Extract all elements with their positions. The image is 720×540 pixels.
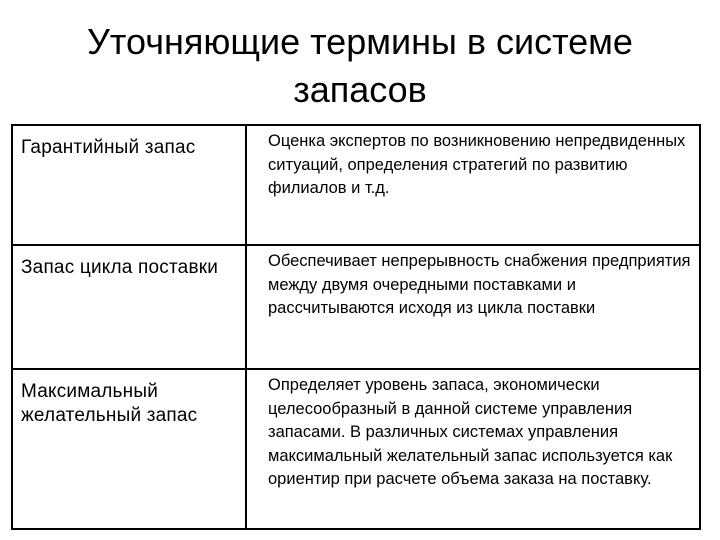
table-row	[12, 125, 700, 245]
slide-title-line-2: запасов	[293, 69, 427, 110]
term-cell: Гарантийный запас	[12, 125, 246, 245]
definition-cell: Определяет уровень запаса, экономически целесообразный в данной системе управления запасами. В различных системах управления максимальный желательный запас используется как ориентир при расчете объема заказа на поставку.	[246, 369, 700, 529]
term-cell: Запас цикла поставки	[12, 245, 246, 369]
definition-cell: Оценка экспертов по возникновению непредвиденных ситуаций, определения стратегий по развитию филиалов и т.д.	[246, 125, 700, 245]
terms-table	[11, 124, 701, 530]
term-cell: Максимальный желательный запас	[12, 369, 246, 529]
slide-title-line-1: Уточняющие термины в системе	[87, 21, 633, 62]
definition-cell: Обеспечивает непрерывность снабжения предприятия между двумя очередными поставками и рассчитываются исходя из цикла поставки	[246, 245, 700, 369]
table-row	[12, 369, 700, 529]
table-row	[12, 245, 700, 369]
slide-title	[0, 18, 720, 114]
